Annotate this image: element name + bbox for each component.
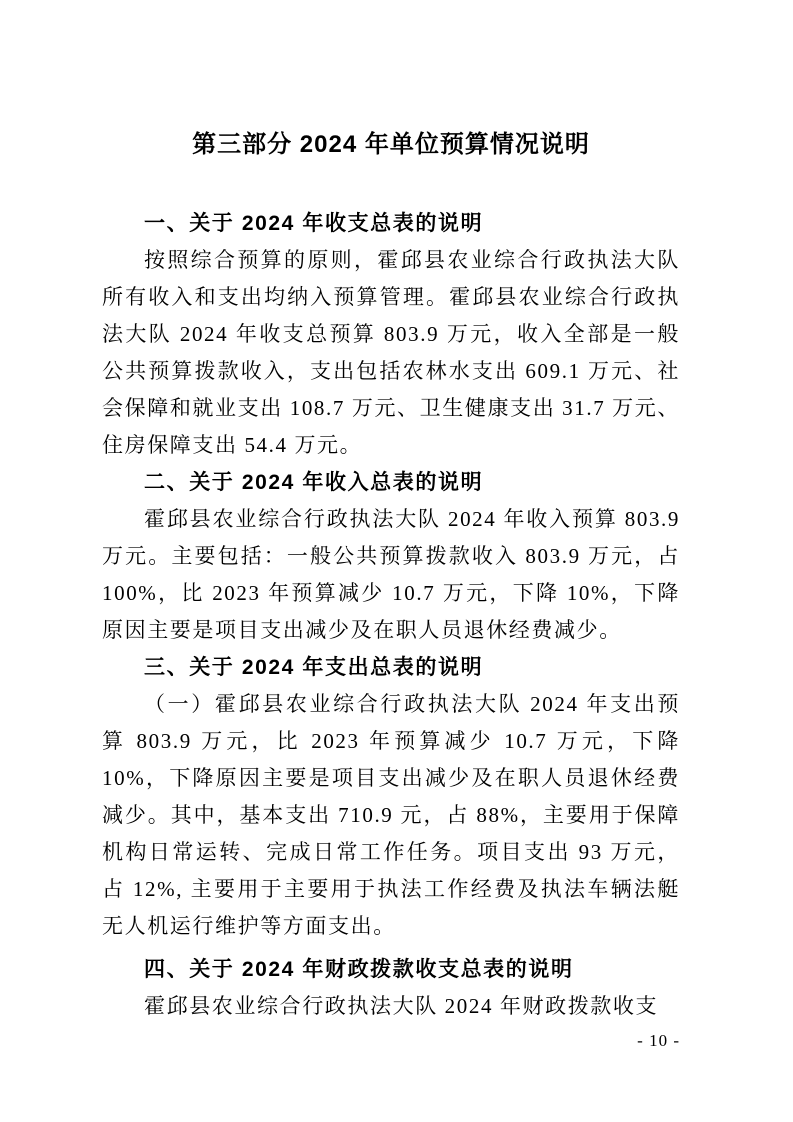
- section-3-paragraph: （一）霍邱县农业综合行政执法大队 2024 年支出预算 803.9 万元，比 2023 年预算减少 10.7 万元，下降 10%，下降原因主要是项目支出减少及在职人员退休经费减少。其中，基本支出 710.9 元，占 88%，主要用于保障机构日常运转、完成日常工作任务。项目支出 93 万元，占 12%, 主要用于主要用于执法工作经费及执法车辆法艇无人机运行维护等方面支出。: [102, 692, 680, 938]
- page-title: 第三部分 2024 年单位预算情况说明: [192, 131, 590, 158]
- section-2-paragraph: 霍邱县农业综合行政执法大队 2024 年收入预算 803.9 万元。主要包括：一般公共预算拨款收入 803.9 万元，占 100%，比 2023 年预算减少 10.7 万元，下降 10%，下降原因主要是项目支出减少及在职人员退休经费减少。: [102, 507, 680, 642]
- page-number: - 10 -: [637, 1031, 680, 1050]
- section-4-heading: 四、关于 2024 年财政拨款收支总表的说明: [144, 958, 574, 981]
- section-1-heading: 一、关于 2024 年收支总表的说明: [144, 212, 484, 235]
- section-2-heading: 二、关于 2024 年收入总表的说明: [144, 471, 484, 494]
- document-body: [102, 205, 680, 1025]
- section-4-paragraph: 霍邱县农业综合行政执法大队 2024 年财政拨款收支: [144, 994, 659, 1018]
- section-1-paragraph: 按照综合预算的原则，霍邱县农业综合行政执法大队所有收入和支出均纳入预算管理。霍邱县农业综合行政执法大队 2024 年收支总预算 803.9 万元，收入全部是一般公共预算拨款收入，支出包括农林水支出 609.1 万元、社会保障和就业支出 108.7 万元、卫生健康支出 31.7 万元、住房保障支出 54.4 万元。: [102, 248, 680, 457]
- section-3-heading: 三、关于 2024 年支出总表的说明: [144, 656, 484, 679]
